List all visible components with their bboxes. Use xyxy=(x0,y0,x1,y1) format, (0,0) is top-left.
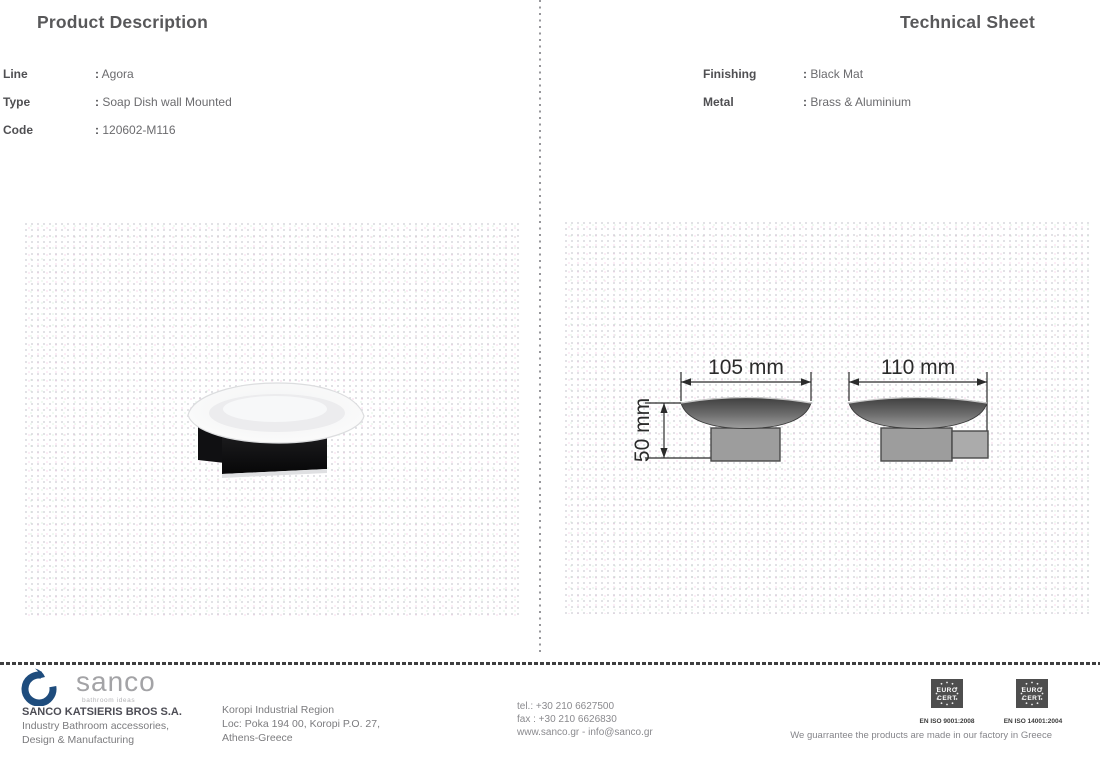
spec-value: Brass & Aluminium xyxy=(810,95,912,109)
badge-text: CERT xyxy=(937,695,957,702)
dim-label-side-width: 110 mm xyxy=(880,356,956,379)
side-mount-block xyxy=(881,428,952,461)
colon: : xyxy=(95,123,99,137)
eurocert-badge-iso9001 xyxy=(931,679,963,708)
eurocert-badge-iso14001 xyxy=(1016,679,1048,708)
spec-value: Soap Dish wall Mounted xyxy=(102,95,232,109)
technical-drawing-panel xyxy=(565,222,1089,614)
spec-label: Metal xyxy=(703,95,734,109)
iso-label-9001: EN ISO 9001:2008 xyxy=(919,718,975,725)
spec-label: Type xyxy=(3,95,31,109)
spec-row-finishing xyxy=(703,67,863,81)
technical-sheet-title: Technical Sheet xyxy=(900,12,1035,32)
dim-label-front-width: 105 mm xyxy=(708,356,784,379)
sanco-drop-icon xyxy=(20,668,58,706)
page-title: Product Description xyxy=(37,12,209,32)
badge-text: EURO xyxy=(1021,687,1043,694)
contact-web-email: www.sanco.gr - info@sanco.gr xyxy=(517,727,653,738)
spec-value: 120602-M116 xyxy=(102,123,176,137)
colon: : xyxy=(803,95,807,109)
footer-divider xyxy=(0,662,1100,665)
spec-label: Line xyxy=(3,67,28,81)
column-divider xyxy=(539,0,541,652)
company-line: Industry Bathroom accessories, xyxy=(22,720,170,732)
front-dish xyxy=(681,398,811,429)
company-name: SANCO KATSIERIS BROS S.A. xyxy=(22,706,182,718)
colon: : xyxy=(95,95,99,109)
address-line: Athens-Greece xyxy=(222,732,293,744)
colon: : xyxy=(803,67,807,81)
spec-row-type xyxy=(3,95,232,109)
company-contact xyxy=(517,700,653,739)
technical-drawing xyxy=(565,222,1089,614)
guarantee-statement: We guarrantee the products are made in our factory in Greece xyxy=(790,730,1052,741)
company-address xyxy=(222,703,380,745)
sanco-logo xyxy=(20,666,220,706)
contact-fax: fax : +30 210 6626830 xyxy=(517,714,617,725)
address-line: Loc: Poka 194 00, Koropi P.O. 27, xyxy=(222,718,380,730)
side-wall-plate xyxy=(952,431,988,458)
contact-tel: tel.: +30 210 6627500 xyxy=(517,701,615,712)
product-photo xyxy=(25,223,519,619)
logo-wordmark: sanco xyxy=(76,666,156,697)
spec-row-metal xyxy=(703,95,911,109)
iso-label-14001: EN ISO 14001:2004 xyxy=(1003,718,1063,725)
company-line: Design & Manufacturing xyxy=(22,734,135,746)
dish-bowl-highlight xyxy=(223,396,327,422)
badge-text: EURO xyxy=(936,687,958,694)
spec-label: Code xyxy=(3,123,33,137)
side-dish xyxy=(849,398,987,429)
product-photo-panel xyxy=(25,223,519,619)
spec-row-line xyxy=(3,67,134,81)
spec-value: Agora xyxy=(101,67,134,81)
logo-tagline: bathroom ideas xyxy=(82,697,136,704)
address-line: Koropi Industrial Region xyxy=(222,704,335,716)
spec-label: Finishing xyxy=(703,67,757,81)
colon: : xyxy=(95,67,99,81)
badge-text: CERT xyxy=(1022,695,1042,702)
company-info xyxy=(22,705,182,747)
spec-value: Black Mat xyxy=(810,67,864,81)
spec-row-code xyxy=(3,123,176,137)
front-mount-block xyxy=(711,428,780,461)
dim-label-height: 50 mm xyxy=(631,397,654,463)
